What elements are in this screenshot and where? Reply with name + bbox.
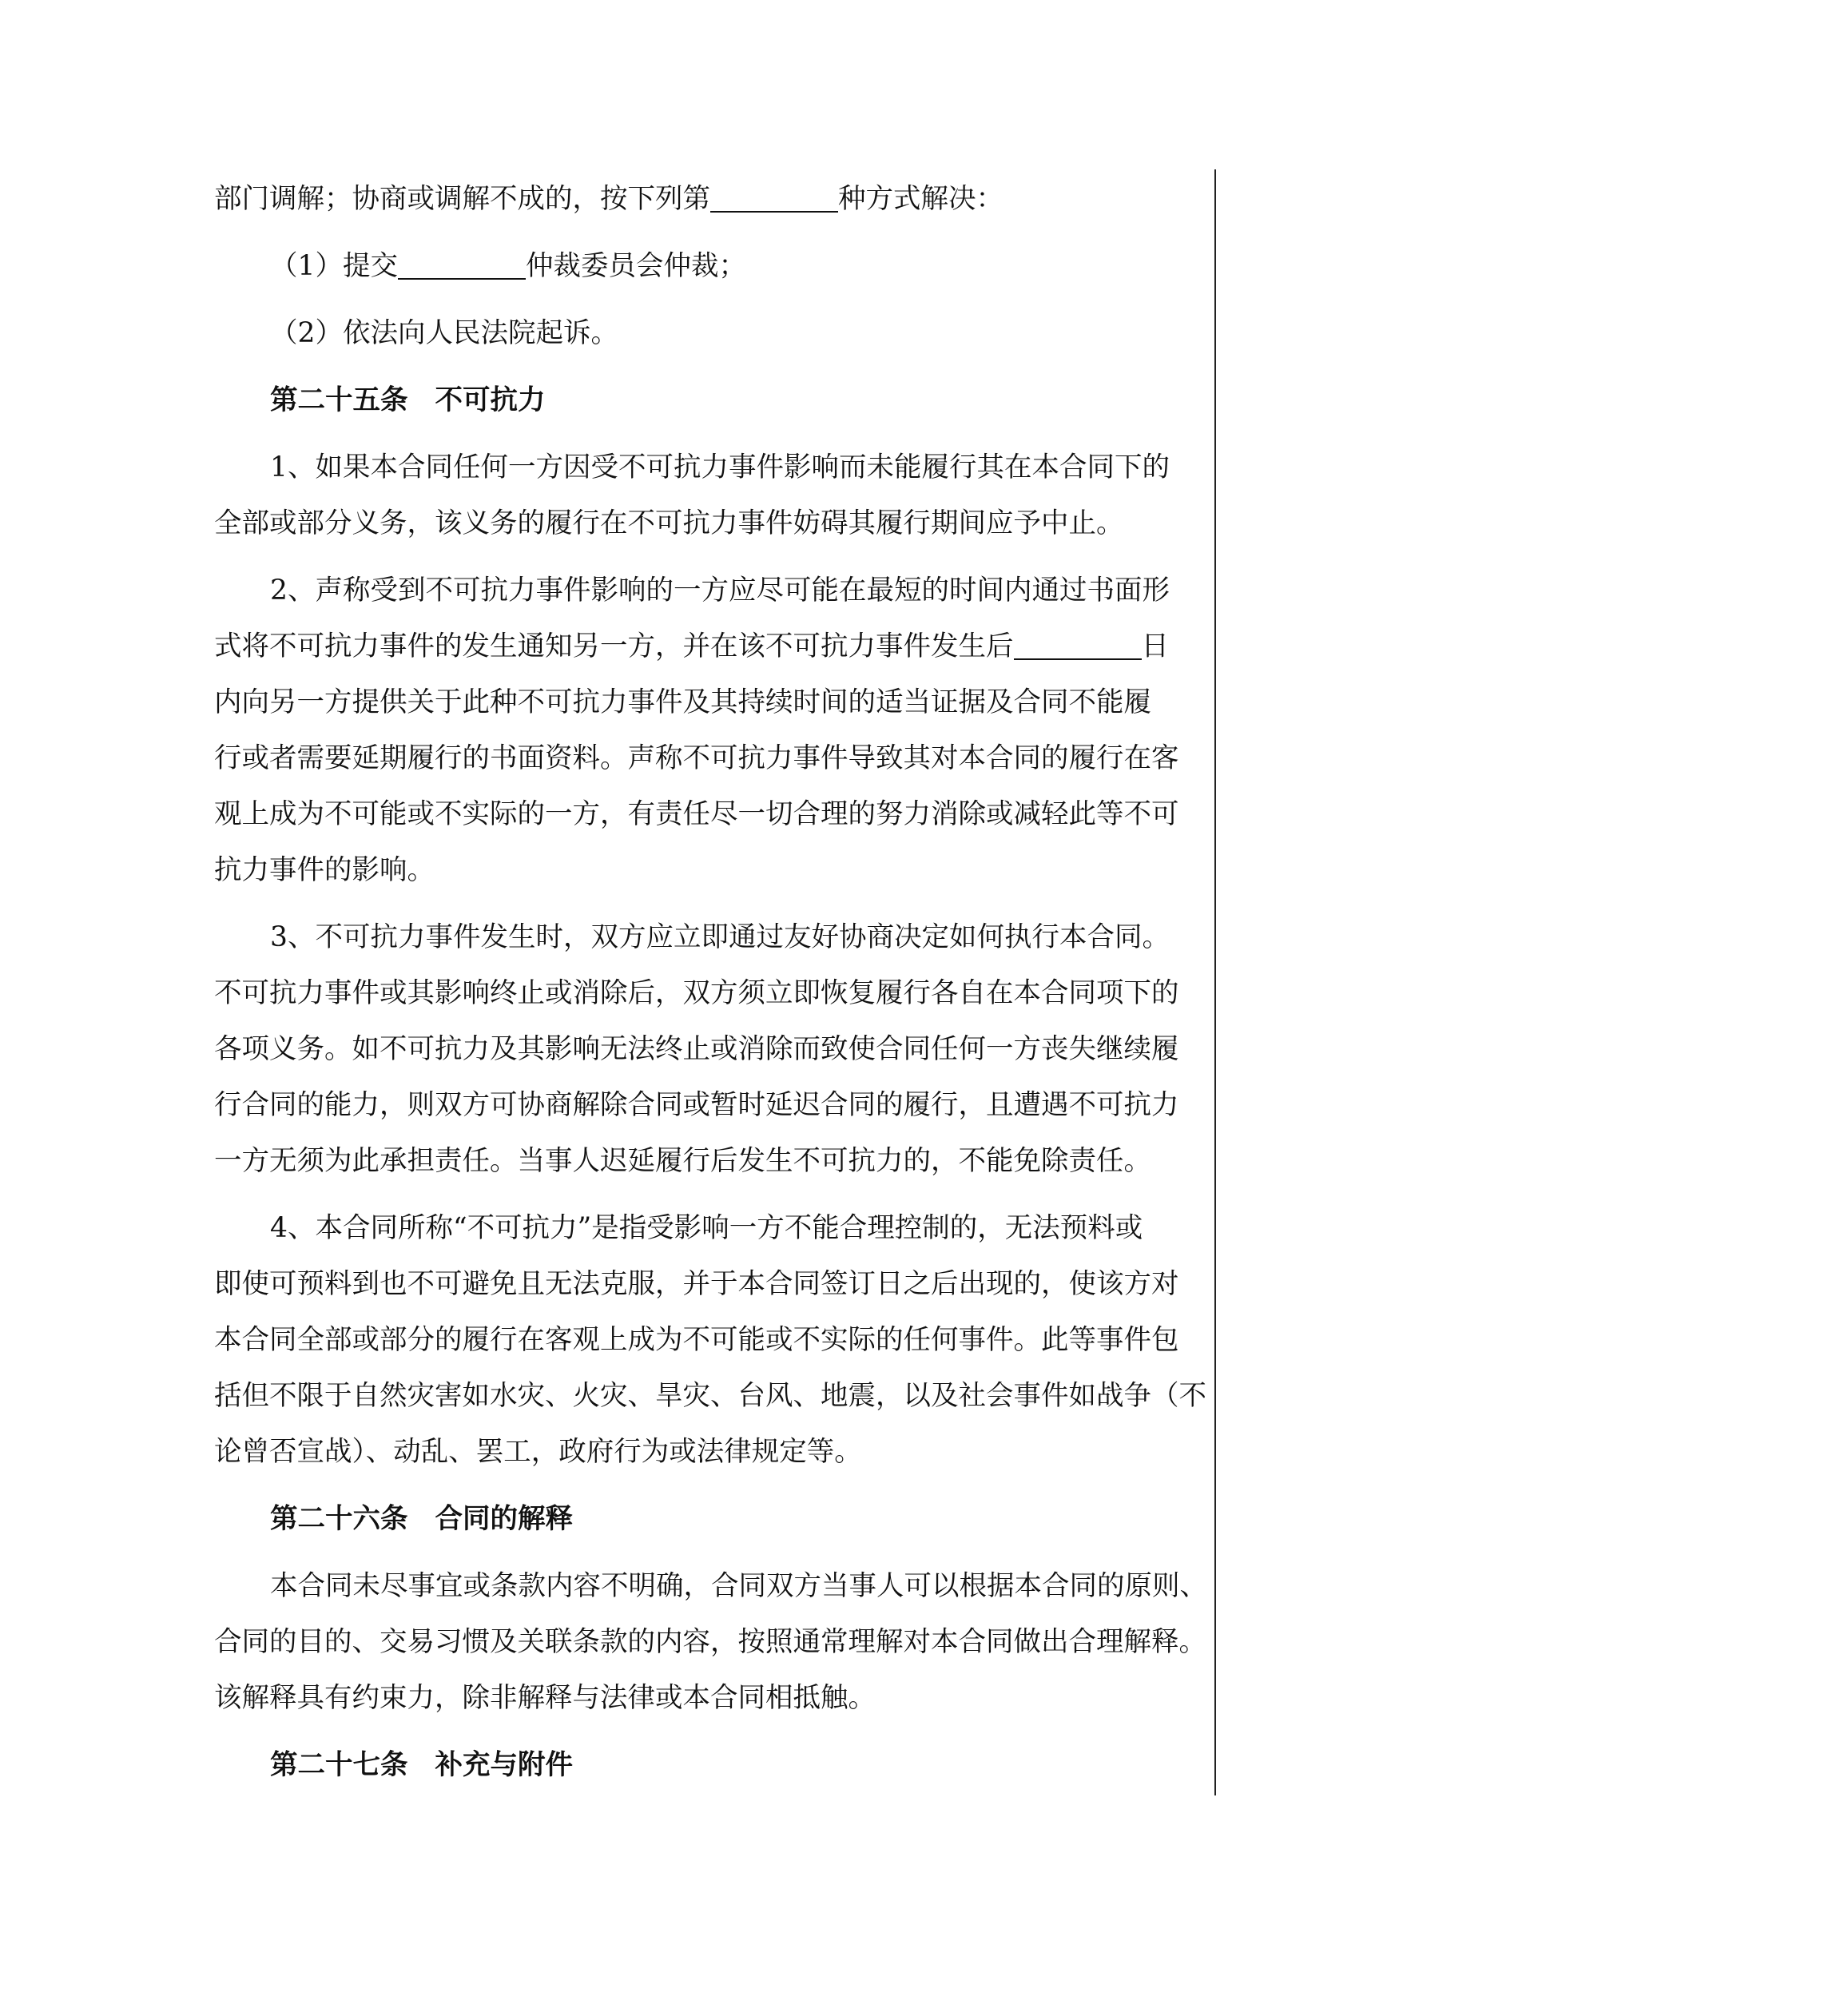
paragraph-line: 抗力事件的影响。 [214,854,435,886]
option-arbitration [214,238,1205,294]
article-26-paragraph-1 [214,1558,1205,1726]
option-1-text-after: 仲裁委员会仲裁； [525,250,746,282]
intro-text-before: 部门调解；协商或调解不成的，按下列第 [214,183,710,215]
fill-in-blank [398,246,526,280]
paragraph-line: 3、不可抗力事件发生时，双方应立即通过友好协商决定如何执行本合同。 [270,921,1170,953]
option-2-text: （2）依法向人民法院起诉。 [270,317,618,349]
intro-text-after: 种方式解决： [838,183,1003,215]
article-number: 第二十六条 [270,1503,408,1535]
paragraph-line: 4、本合同所称“不可抗力”是指受影响一方不能合理控制的，无法预料或 [270,1212,1143,1244]
article-25-paragraph-2 [214,563,1205,898]
dispute-resolution-line [214,171,1205,227]
paragraph-line: 本合同未尽事宜或条款内容不明确，合同双方当事人可以根据本合同的原则、 [270,1570,1207,1602]
paragraph-line: 1、如果本合同任何一方因受不可抗力事件影响而未能履行其在本合同下的 [270,451,1170,483]
paragraph-line: 全部或部分义务，该义务的履行在不可抗力事件妨碍其履行期间应予中止。 [214,507,1124,539]
article-25-paragraph-1 [214,439,1205,551]
article-27-heading [214,1737,1205,1793]
paragraph-line: 式将不可抗力事件的发生通知另一方，并在该不可抗力事件发生后 日 [214,618,1205,674]
article-number: 第二十五条 [270,384,408,416]
paragraph-line: 内向另一方提供关于此种不可抗力事件及其持续时间的适当证据及合同不能履 [214,686,1151,718]
article-number: 第二十七条 [270,1749,408,1781]
article-26-heading [214,1491,1205,1547]
contract-body [214,171,1205,1804]
article-title: 补充与附件 [435,1749,573,1781]
paragraph-line: 行合同的能力，则双方可协商解除合同或暂时延迟合同的履行，且遭遇不可抗力 [214,1089,1179,1121]
article-title: 不可抗力 [435,384,546,416]
fill-in-blank [710,179,838,213]
article-25-paragraph-4 [214,1200,1205,1480]
paragraph-line: 各项义务。如不可抗力及其影响无法终止或消除而致使合同任何一方丧失继续履 [214,1033,1179,1065]
paragraph-line: 合同的目的、交易习惯及关联条款的内容，按照通常理解对本合同做出合理解释。 [214,1626,1206,1658]
article-25-paragraph-3 [214,909,1205,1189]
fill-in-blank [1014,626,1142,660]
paragraph-line: 括但不限于自然灾害如水灾、火灾、旱灾、台风、地震，以及社会事件如战争（不 [214,1380,1206,1412]
paragraph-line: 论曾否宣战）、动乱、罢工，政府行为或法律规定等。 [214,1436,862,1468]
paragraph-line: 一方无须为此承担责任。当事人迟延履行后发生不可抗力的，不能免除责任。 [214,1145,1151,1177]
option-litigation [214,305,1205,361]
page-margin-rule [1214,169,1216,1795]
paragraph-line: 本合同全部或部分的履行在客观上成为不可能或不实际的任何事件。此等事件包 [214,1324,1179,1356]
option-1-text-before: （1）提交 [270,250,398,282]
article-25-heading [214,372,1205,428]
paragraph-line: 2、声称受到不可抗力事件影响的一方应尽可能在最短的时间内通过书面形 [270,575,1170,606]
paragraph-line: 不可抗力事件或其影响终止或消除后，双方须立即恢复履行各自在本合同项下的 [214,977,1179,1009]
paragraph-line: 该解释具有约束力，除非解释与法律或本合同相抵触。 [214,1682,876,1714]
paragraph-line: 行或者需要延期履行的书面资料。声称不可抗力事件导致其对本合同的履行在客 [214,742,1179,774]
paragraph-line: 即使可预料到也不可避免且无法克服，并于本合同签订日之后出现的，使该方对 [214,1268,1179,1300]
paragraph-line: 观上成为不可能或不实际的一方，有责任尽一切合理的努力消除或减轻此等不可 [214,798,1179,830]
article-title: 合同的解释 [435,1503,573,1535]
